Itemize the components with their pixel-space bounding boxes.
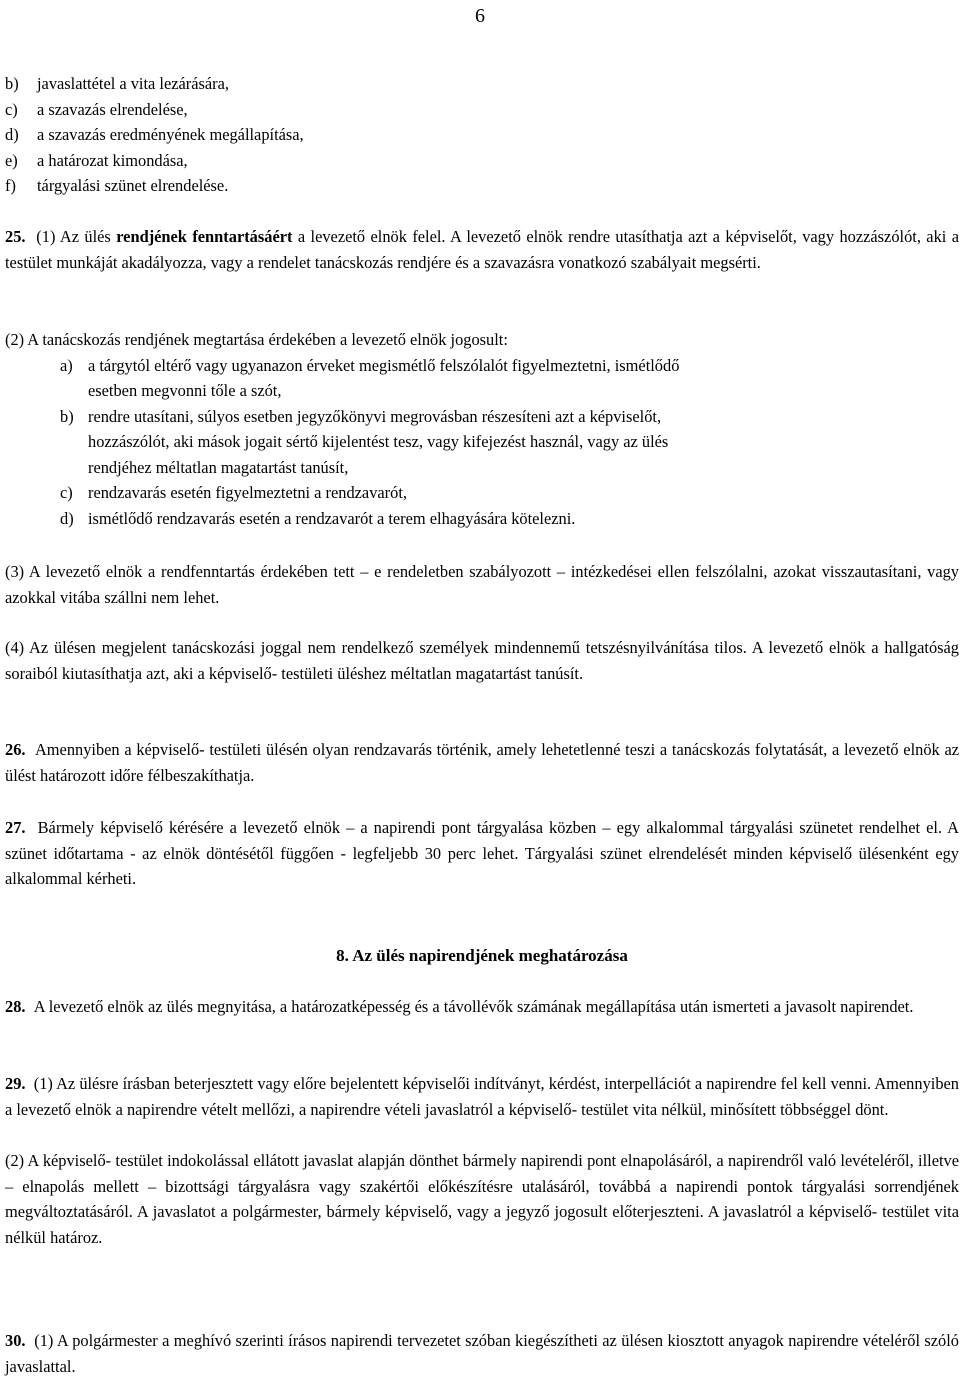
section-number: 28. [5, 997, 26, 1016]
list-item: e) a határozat kimondása, [5, 150, 188, 170]
para-intro: (2) A tanácskozás rendjének megtartása érdekében a levezető elnök jogosult: [5, 330, 508, 349]
section-30: 30. (1) A polgármester a meghívó szerinti írásos napirendi tervezetet szóban kiegészítheti az ülésen kiosztott anyagok napirendre vételéről szóló javaslattal. [5, 1331, 960, 1376]
section-25-para-2 [5, 327, 959, 531]
section-25-para-1: 25. (1) Az ülés rendjének fenntartásáért a levezető elnök felel. A levezető elnök rendre utasíthatja azt a képviselőt, vagy hozzászólót, aki a testület munkáját akadályozza, vagy a rendelet tanácskozás rendjére és a szavazásra vonatkozó szabályait megsérti. [5, 227, 959, 272]
list-item: a) a tárgytól eltérő vagy ugyanazon érveket megismétlő felszólalót figyelmeztetni, ismétlődő esetben megvonni tőle a szót, [60, 355, 680, 400]
section-number: 25. [5, 227, 26, 246]
list-item: b) javaslattétel a vita lezárására, [5, 74, 230, 93]
section-number: 27. [5, 818, 26, 837]
section-25-para-4: (4) Az ülésen megjelent tanácskozási joggal nem rendelkező személyek mindennemű tetszésnyilvánítása tilos. A levezető elnök a hallgatóság soraiból kiutasíthatja azt, aki a képviselő- testületi üléshez méltatlan magatartást tanúsít. [5, 638, 959, 683]
list-item: d) a szavazás eredményének megállapítása, [5, 125, 304, 144]
list-item: b) rendre utasítani, súlyos esetben jegyzőkönyvi megrovásban részesíteni azt a képviselőt, hozzászólót, aki mások jogait sértő kijelentést tesz, vagy kifejezést használ, vagy az ülés rendjéhez méltatlan magatartást tanúsít, [60, 406, 669, 477]
list-continuation [5, 71, 959, 199]
page-number: 6 [475, 5, 485, 27]
section-heading: 8. Az ülés napirendjének meghatározása [336, 946, 628, 965]
section-25-para-3: (3) A levezető elnök a rendfenntartás érdekében tett – e rendeletben szabályozott – intézkedései ellen felszólalni, azokat visszautasítani, vagy azokkal vitába szállni nem lehet. [5, 562, 959, 607]
sub-list [5, 353, 959, 532]
section-29-para-1: 29. (1) Az ülésre írásban beterjesztett vagy előre bejelentett képviselői indítványt, kérdést, interpellációt a napirendre fel kell venni. Amennyiben a levezető elnök a napirendre vételt mellőzi, a napirendre vételi javaslatról a képviselő- testület vita nélkül, minősített többséggel dönt. [5, 1074, 959, 1119]
list-item: d) ismétlődő rendzavarás esetén a rendzavarót a terem elhagyására kötelezni. [60, 508, 576, 528]
section-27: 27. Bármely képviselő kérésére a levezető elnök – a napirendi pont tárgyalása közben – egy alkalommal tárgyalási szünetet rendelhet el. A szünet időtartama - az elnök döntésétől függően - legfeljebb 30 perc lehet. Tárgyalási szünet elrendelését minden képviselő ülésenként egy alkalommal kérheti. [5, 818, 959, 888]
list-item: f) tárgyalási szünet elrendelése. [5, 176, 229, 195]
section-28: 28. A levezető elnök az ülés megnyitása, a határozatképesség és a távollévők számának megállapítása után ismerteti a javasolt napirendet. [5, 997, 914, 1016]
section-number: 26. [5, 740, 26, 759]
list-item: c) rendzavarás esetén figyelmeztetni a rendzavarót, [60, 483, 407, 502]
section-26: 26. Amennyiben a képviselő- testületi ülésén olyan rendzavarás történik, amely lehetetlenné teszi a tanácskozás folytatását, a levezető elnök az ülést határozott időre félbeszakíthatja. [5, 740, 959, 785]
section-number: 29. [5, 1074, 26, 1093]
list-item: c) a szavazás elrendelése, [5, 99, 188, 119]
section-29-para-2: (2) A képviselő- testület indokolással ellátott javaslat alapján dönthet bármely napirendi pont elnapolásáról, a napirendről való levételéről, illetve – elnapolás mellett – bizottsági tárgyalásra vagy szakértői előkészítésre utalásáról, továbbá a napirendi pontok tárgyalási sorrendjének megváltoztatásáról. A javaslatot a polgármester, bármely képviselő, vagy a jegyző jogosult előterjeszteni. A javaslatról a képviselő- testület vita nélkül határoz. [5, 1151, 959, 1247]
section-number: 30. [5, 1331, 26, 1350]
